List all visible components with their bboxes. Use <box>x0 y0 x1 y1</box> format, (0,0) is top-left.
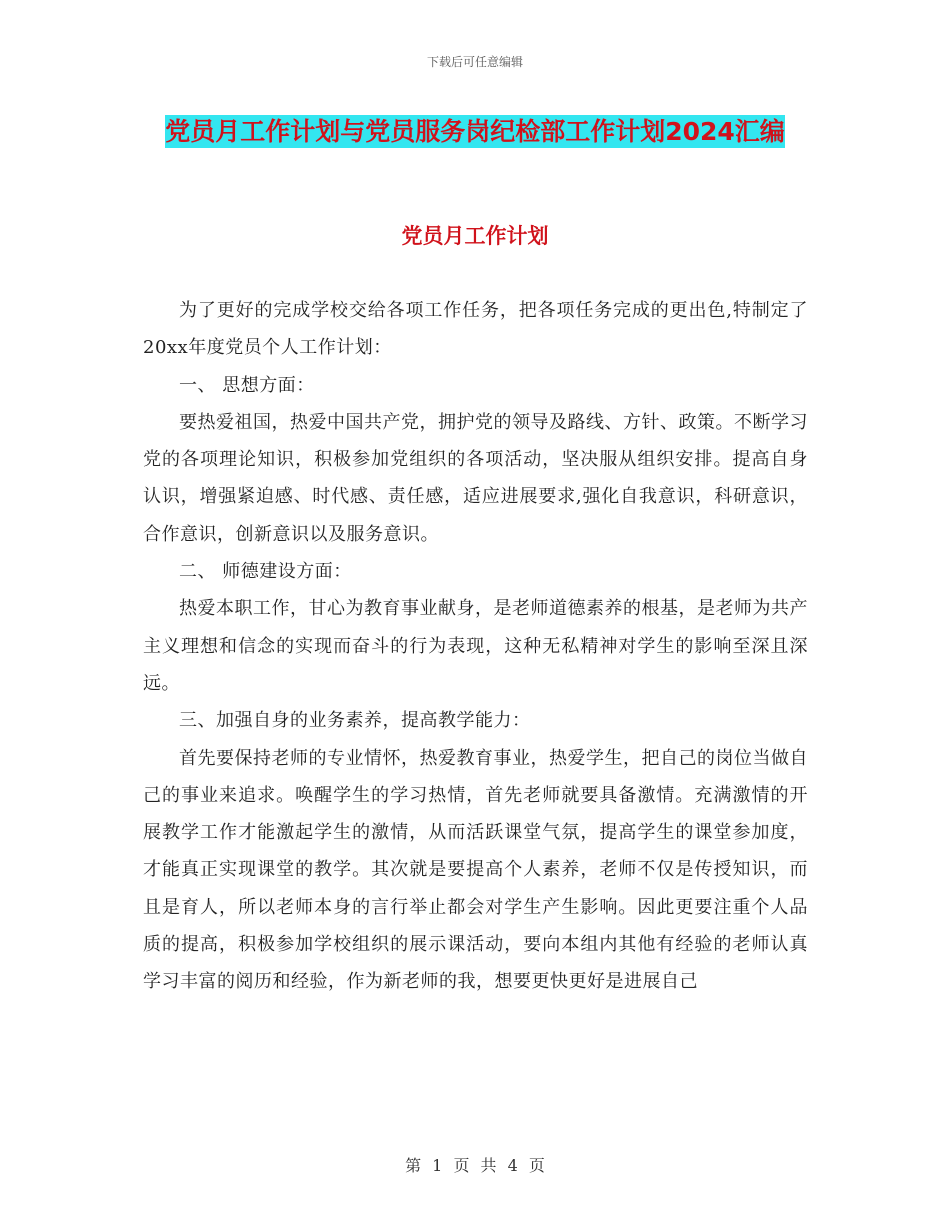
heading-thought: 一、 思想方面： <box>179 374 315 396</box>
document-title-text: 党员月工作计划与党员服务岗纪检部工作计划2024汇编 <box>165 117 785 146</box>
heading-ethics: 二、 师德建设方面： <box>179 561 352 583</box>
document-body <box>143 292 808 1001</box>
page-header-note: 下载后可任意编辑 <box>426 55 523 69</box>
paragraph-teaching: 首先要保持老师的专业情怀，热爱教育事业，热爱学生，把自己的岗位当做自己的事业来追求。唤醒学生的学习热情，首先老师就要具备激情。充满激情的开展教学工作才能激起学生的激情，从而活跃课堂气氛，提高学生的课堂参加度，才能真正实现课堂的教学。其次就是要提高个人素养，老师不仅是传授知识，而且是育人，所以老师本身的言行举止都会对学生产生影响。因此更要注重个人品质的提高，积极参加学校组织的展示课活动，要向本组内其他有经验的老师认真学习丰富的阅历和经验，作为新老师的我，想要更快更好是进展自己 <box>143 747 808 993</box>
paragraph-ethics: 热爱本职工作，甘心为教育事业献身，是老师道德素养的根基，是老师为共产主义理想和信念的实现而奋斗的行为表现，这种无私精神对学生的影响至深且深远。 <box>143 598 808 694</box>
section-title: 党员月工作计划 <box>401 224 549 248</box>
document-title <box>140 108 810 156</box>
heading-teaching: 三、加强自身的业务素养，提高教学能力： <box>179 710 531 732</box>
paragraph-intro: 为了更好的完成学校交给各项工作任务，把各项任务完成的更出色,特制定了20xx年度党员个人工作计划： <box>143 300 808 359</box>
paragraph-thought: 要热爱祖国，热爱中国共产党，拥护党的领导及路线、方针、政策。不断学习党的各项理论知识，积极参加党组织的各项活动，坚决服从组织安排。提高自身认识，增强紧迫感、时代感、责任感，适应进展要求,强化自我意识，科研意识，合作意识，创新意识以及服务意识。 <box>143 411 808 545</box>
page-number-footer: 第 1 页 共 4 页 <box>405 1156 545 1175</box>
